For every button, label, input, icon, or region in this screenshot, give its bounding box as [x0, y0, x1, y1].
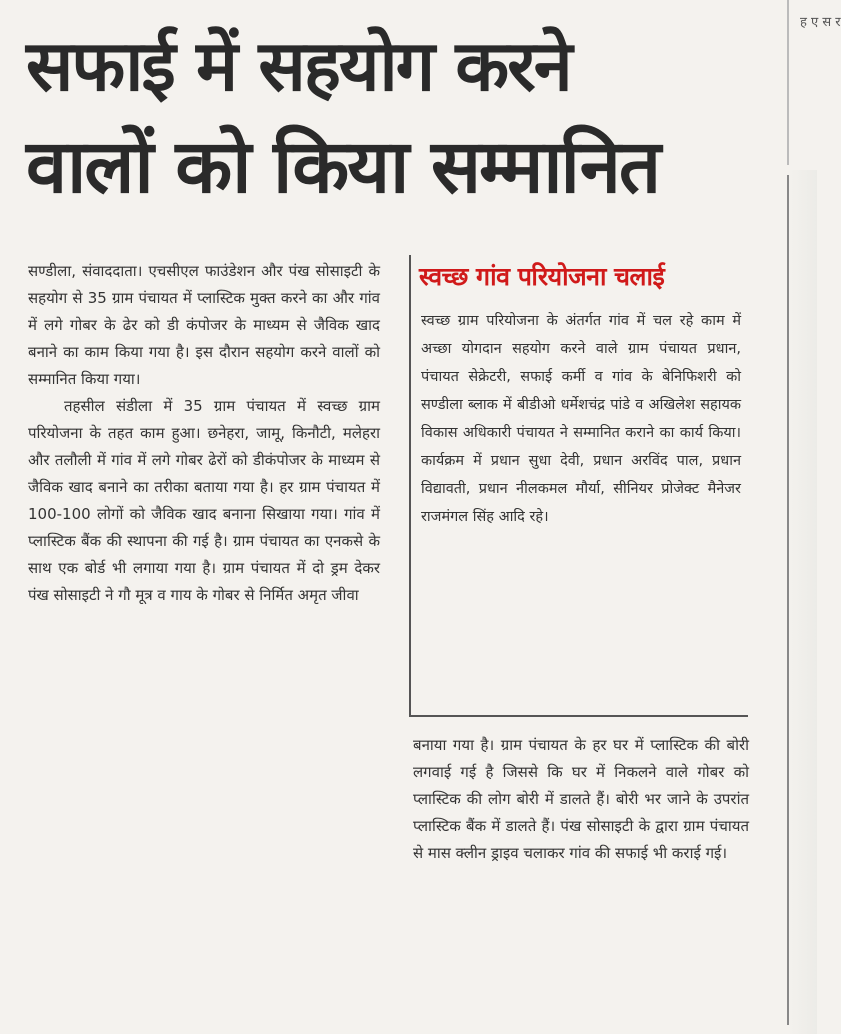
- left-column: [28, 258, 380, 609]
- box-subheading: स्वच्छ गांव परियोजना चलाई: [419, 262, 665, 291]
- box-body-text: स्वच्छ ग्राम परियोजना के अंतर्गत गांव में चल रहे काम में अच्छा योगदान सहयोग करने वाले ग्राम पंचायत प्रधान, पंचायत सेक्रेटरी, सफाई कर्मी व गांव के बेनिफिशरी को सण्डीला ब्लाक में बीडीओ धर्मेशचंद्र पांडे व अखिलेश सहायक विकास अधिकारी पंचायत ने सम्मानित कराने का कार्य किया। कार्यक्रम में प्रधान सुधा देवी, प्रधान अरविंद पाल, प्रधान विद्यावती, प्रधान नीलकमल मौर्या, सीनियर प्रोजेक्ट मैनेजर राजमंगल सिंह आदि रहे।: [421, 313, 741, 525]
- article-paragraph-1: सण्डीला, संवाददाता। एचसीएल फाउंडेशन और पंख सोसाइटी के सहयोग से 35 ग्राम पंचायत में प्लास्टिक मुक्त करने का और गांव में लगे गोबर के ढेर को डी कंपोजर के माध्यम से जैविक खाद बनाने का काम किया गया है। इस दौरान सहयोग करने वालों को सम्मानित किया गया।: [28, 262, 380, 388]
- article-paragraph-3: बनाया गया है। ग्राम पंचायत के हर घर में प्लास्टिक की बोरी लगवाई गई है जिससे कि घर में निकलने वाले गोबर को प्लास्टिक की लोग बोरी में डालते हैं। बोरी भर जाने के उपरांत प्लास्टिक बैंक में डालते हैं। पंख सोसाइटी के द्वारा ग्राम पंचायत से मास क्लीन ड्राइव चलाकर गांव की सफाई भी कराई गई।: [413, 736, 749, 862]
- highlight-box: [409, 255, 748, 717]
- column-divider-top: [787, 0, 789, 165]
- headline-line-1: सफाई में सहयोग करने: [26, 25, 571, 107]
- column-divider: [787, 175, 789, 1025]
- adjacent-page-shadow: [787, 170, 817, 1034]
- headline-line-2: वालों को किया सम्मानित: [26, 124, 660, 210]
- right-column: [413, 732, 749, 867]
- article-paragraph-2: तहसील संडीला में 35 ग्राम पंचायत में स्वच्छ ग्राम परियोजना के तहत काम हुआ। छनेहरा, जामू, किनौटी, मलेहरा और तलौली में गांव में लगे गोबर ढेरों को डीकंपोजर के माध्यम से जैविक खाद बनाने का तरीका बताया गया है। हर ग्राम पंचायत में 100-100 लोगों को जैविक खाद बनाना सिखाया गया। गांव में प्लास्टिक बैंक की स्थापना की गई है। ग्राम पंचायत का एनकसे के साथ एक बोर्ड भी लगाया गया है। ग्राम पंचायत में दो ड्रम देकर पंख सोसाइटी ने गौ मूत्र व गाय के गोबर से निर्मित अमृत जीवा: [28, 397, 380, 604]
- adjacent-article-snippet: ह ए स र: [800, 15, 841, 30]
